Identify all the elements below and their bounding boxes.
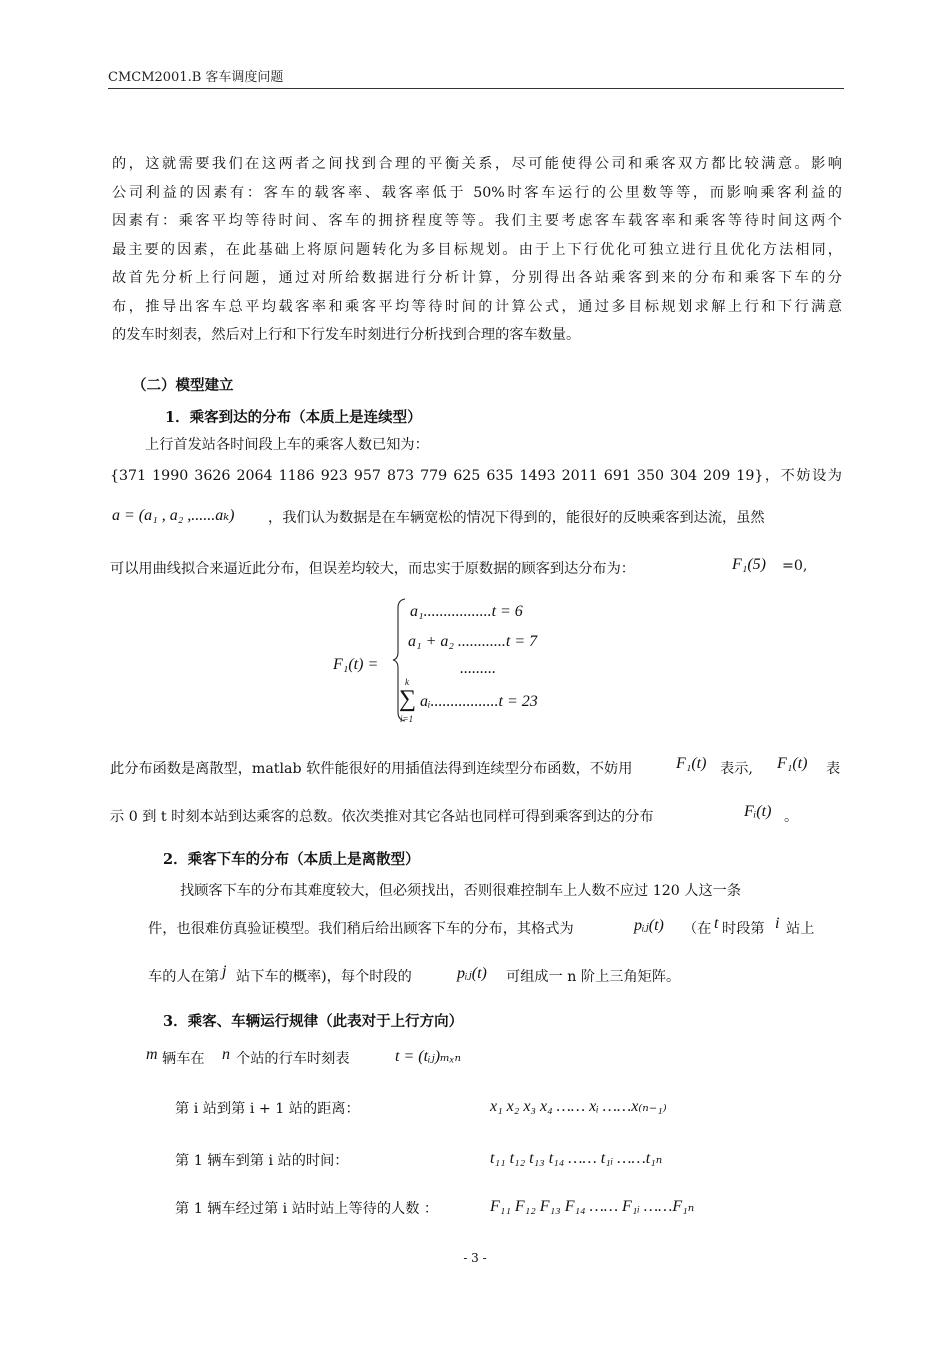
sum-symbol: ∑: [399, 686, 417, 712]
s1-text-4e: 表: [826, 761, 841, 777]
subsection-3-title: 3．乘客、车辆运行规律（此表对于上行方向）: [163, 1013, 464, 1030]
intro-line: 的发车时刻表，然后对上行和下行发车时刻进行分析找到合理的客车数量。: [112, 327, 581, 343]
s2-var-t: t: [714, 915, 719, 932]
s1-intro-text: 上行首发站各时间段上车的乘客人数已知为：: [145, 437, 429, 453]
s1-text-4c: 表示,: [720, 761, 753, 777]
s2-line-2a: 件，也很难仿真验证模型。我们稍后给出顾客下车的分布，其格式为: [148, 921, 574, 937]
intro-line: 因素有：乘客平均等待时间、客车的拥挤程度等等。我们主要考虑客车载客率和乘客等待时间这两个: [112, 213, 842, 229]
s1-f1-5-value: =0,: [782, 558, 808, 574]
s3-row-label: 第 i 站到第 i + 1 站的距离：: [175, 1101, 360, 1117]
header-rule: [108, 88, 844, 89]
s1-fit: Fᵢ(t): [744, 803, 772, 820]
s2-var-i: i: [775, 915, 780, 932]
intro-line: 最主要的因素，在此基础上将原问题转化为多目标规划。由于上下行优化可独立进行且优化方法相同，: [112, 241, 842, 258]
s1-text-4a: 此分布函数是离散型，matlab 软件能很好的用插值法得到连续型分布函数，不妨用: [110, 761, 633, 777]
s1-f1t-a: F₁(t): [676, 755, 707, 772]
s3-var-n: n: [222, 1046, 230, 1063]
s2-var-j: j: [222, 963, 227, 980]
s1-text-5c: 。: [784, 809, 799, 825]
running-header: CMCM2001.B 客车调度问题: [108, 70, 284, 85]
s2-pij-t-2: pᵢⱼ(t): [457, 965, 487, 982]
subsection-1-title: 1．乘客到达的分布（本质上是连续型）: [165, 409, 422, 426]
s2-line-2e: 时段第: [722, 921, 765, 937]
s3-var-m: m: [146, 1046, 158, 1063]
piecewise-row-1: a₁.................t = 6: [410, 603, 523, 620]
s2-line-2g: 站上: [786, 921, 815, 937]
s3-row-label: 第 1 辆车经过第 i 站时站上等待的人数 ：: [175, 1201, 439, 1217]
piecewise-lhs: F₁(t) =: [333, 656, 379, 673]
s1-f1-5: F₁(5): [732, 556, 766, 573]
s2-line-3a: 车的人在第: [148, 969, 219, 985]
s2-pij-t: pᵢⱼ(t): [634, 917, 664, 934]
s2-line-3e: 可组成一 n 阶上三角矩阵。: [506, 969, 681, 985]
s1-text-3: 可以用曲线拟合来逼近此分布，但误差均较大，而忠实于原数据的顾客到达分布为：: [110, 561, 635, 577]
section-title-model: （二）模型建立: [132, 377, 234, 394]
s1-a-vector: a = (a₁ , a₂ ,......aₖ): [112, 507, 235, 524]
s1-text-5a: 示 0 到 t 时刻本站到达乘客的总数。依次类推对其它各站也同样可得到乘客到达的分布: [110, 809, 654, 825]
intro-line: 公司利益的因素有：客车的载客率、载客率低于 50%时客车运行的公里数等等，而影响乘客利益的: [112, 184, 842, 201]
s3-row-values: t₁₁ t₁₂ t₁₃ t₁₄ …… t₁ᵢ ……t₁ₙ: [490, 1150, 663, 1167]
sum-lower-limit: i=1: [400, 714, 414, 724]
piecewise-row-3: .........: [460, 660, 496, 677]
s3-row-values: x₁ x₂ x₃ x₄ …… xᵢ ……x₍ₙ₋₁₎: [490, 1098, 667, 1115]
intro-line: 布，推导出客车总平均载客率和乘客平均等待时间的计算公式，通过多目标规划求解上行和下行满意: [112, 298, 842, 315]
subsection-2-title: 2．乘客下车的分布（本质上是离散型）: [163, 851, 420, 868]
s3-text-b: 辆车在: [162, 1051, 205, 1067]
sum-upper-limit: k: [405, 677, 409, 687]
s3-timetable-matrix: t = (tᵢⱼ)ₘₓₙ: [395, 1048, 461, 1065]
intro-line: 的，这就需要我们在这两者之间找到合理的平衡关系，尽可能使得公司和乘客双方都比较满意。影响: [112, 156, 842, 172]
s2-line-2c: （在: [683, 921, 712, 937]
s3-text-d: 个站的行车时刻表: [236, 1051, 350, 1067]
s1-text-2: ，我们认为数据是在车辆宽松的情况下得到的，能很好的反映乘客到达流，虽然: [268, 510, 765, 526]
intro-paragraph: [112, 150, 842, 350]
s2-line-1: 找顾客下车的分布其难度较大，但必须找出，否则很难控制车上人数不应过 120 人这一条: [180, 883, 742, 899]
piecewise-row-2: a₁ + a₂ ............t = 7: [408, 633, 538, 650]
s1-data-line: {371 1990 3626 2064 1186 923 957 873 779 625 635 1493 2011 691 350 304 209 19}，不妨设为: [110, 468, 842, 484]
s3-row-label: 第 1 辆车到第 i 站的时间：: [175, 1153, 349, 1169]
page-number: - 3 -: [463, 1251, 487, 1265]
piecewise-row-4: aᵢ.................t = 23: [420, 693, 538, 710]
s1-f1t-b: F₁(t): [777, 755, 808, 772]
intro-line: 故首先分析上行问题，通过对所给数据进行分析计算，分别得出各站乘客到来的分布和乘客下车的分: [112, 270, 842, 286]
s2-line-3c: 站下车的概率)，每个时段的: [236, 969, 412, 985]
s3-row-values: F₁₁ F₁₂ F₁₃ F₁₄ …… F₁ᵢ ……F₁ₙ: [490, 1198, 695, 1215]
